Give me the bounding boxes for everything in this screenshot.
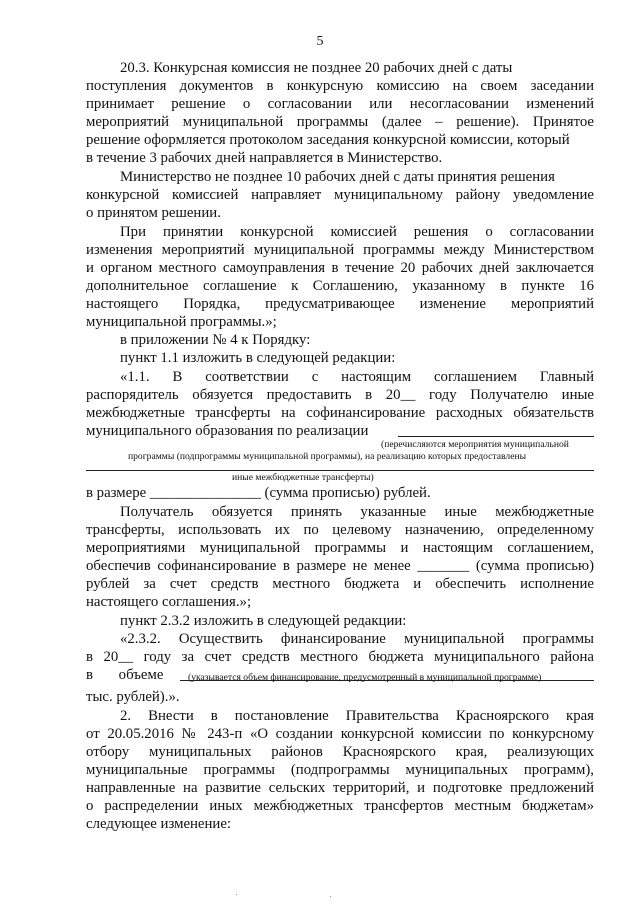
footnote-caption: (перечисляются мероприятия муниципальной [381, 439, 569, 450]
text-line: При принятии конкурсной комиссией решения о согласовании [120, 224, 594, 240]
text-line: рублей за счет средств местного бюджета и обеспечить исполнение [86, 576, 594, 592]
text-line: обеспечив софинансирование в размере не менее _______ (сумма прописью) [86, 558, 594, 574]
text-line: изменения мероприятий муниципальной программы между Министерством [86, 242, 594, 258]
text-line: муниципальной программы.»; [86, 314, 277, 330]
scan-speck [236, 894, 237, 895]
text-line: в приложении № 4 к Порядку: [120, 332, 311, 348]
text-line: отбору муниципальных районов Красноярского края, реализующих [86, 744, 594, 760]
text-line: муниципального образования по реализации [86, 423, 369, 439]
scan-speck [330, 896, 331, 897]
text-line: тыс. рублей).». [86, 689, 180, 705]
text-line: муниципальные программы (подпрограммы муниципальных программ), [86, 762, 594, 778]
text-line: мероприятиями муниципальной программы и настоящим соглашением, [86, 540, 594, 556]
text-line: Министерство не позднее 10 рабочих дней с даты принятия решения [120, 169, 555, 185]
text-line: трансферты, использовать их по целевому назначению, определенному [86, 522, 594, 538]
text-line: пункт 2.3.2 изложить в следующей редакции: [120, 613, 407, 629]
text-line: «1.1. В соответствии с настоящим соглашением Главный [120, 369, 594, 385]
text-line: межбюджетные трансферты на софинансирование расходных обязательств [86, 405, 594, 421]
text-line: 2. Внести в постановление Правительства Красноярского края [120, 708, 594, 724]
text-line: и органом местного самоуправления в течение 20 рабочих дней заключается [86, 260, 594, 276]
text-line: в объеме [86, 667, 164, 683]
text-line: в течение 3 рабочих дней направляется в Министерство. [86, 150, 443, 166]
text-line: конкурсной комиссией направляет муниципальному району уведомление [86, 187, 594, 203]
text-line: решение оформляется протоколом заседания конкурсной комиссии, который [86, 132, 570, 148]
footnote-caption: (указывается объем финансирование, предусмотренный в муниципальной программе) [188, 672, 542, 683]
text-line: дополнительное соглашение к Соглашению, указанному в пункте 16 [86, 278, 594, 294]
text-line: о распределении иных межбюджетных трансфертов местным бюджетам» [86, 798, 594, 814]
footnote-caption: иные межбюджетные трансферты) [232, 472, 374, 483]
text-line: поступления документов в конкурсную комиссию на своем заседании [86, 78, 594, 94]
fill-in-blank-line [398, 436, 594, 437]
text-line: пункт 1.1 изложить в следующей редакции: [120, 350, 396, 366]
fill-in-blank-line [86, 470, 594, 471]
text-line: распорядитель обязуется предоставить в 20__ году Получателю иные [86, 387, 594, 403]
text-line: 20.3. Конкурсная комиссия не позднее 20 рабочих дней с даты [120, 60, 513, 76]
text-line: о принятом решении. [86, 205, 221, 221]
text-line: направленные на развитие сельских территорий, и подготовке предложений [86, 780, 594, 796]
text-line: в 20__ году за счет средств местного бюджета муниципального района [86, 649, 594, 665]
text-line: от 20.05.2016 № 243-п «О создании конкурсной комиссии по конкурсному [86, 726, 594, 742]
text-line: принимает решение о согласовании или несогласовании изменений [86, 96, 594, 112]
text-line: настоящего соглашения.»; [86, 594, 252, 610]
text-line: следующее изменение: [86, 816, 232, 832]
page-number: 5 [316, 34, 324, 49]
text-line: мероприятий муниципальной программы (далее – решение). Принятое [86, 114, 594, 130]
text-line: в размере _______________ (сумма прописью) рублей. [86, 485, 431, 501]
text-line: «2.3.2. Осуществить финансирование муниципальной программы [120, 631, 594, 647]
footnote-caption: программы (подпрограммы муниципальной программы), на реализацию которых предоставлены [128, 451, 527, 462]
text-line: Получатель обязуется принять указанные иные межбюджетные [120, 504, 594, 520]
text-line: настоящего Порядка, предусматривающее изменение мероприятий [86, 296, 594, 312]
